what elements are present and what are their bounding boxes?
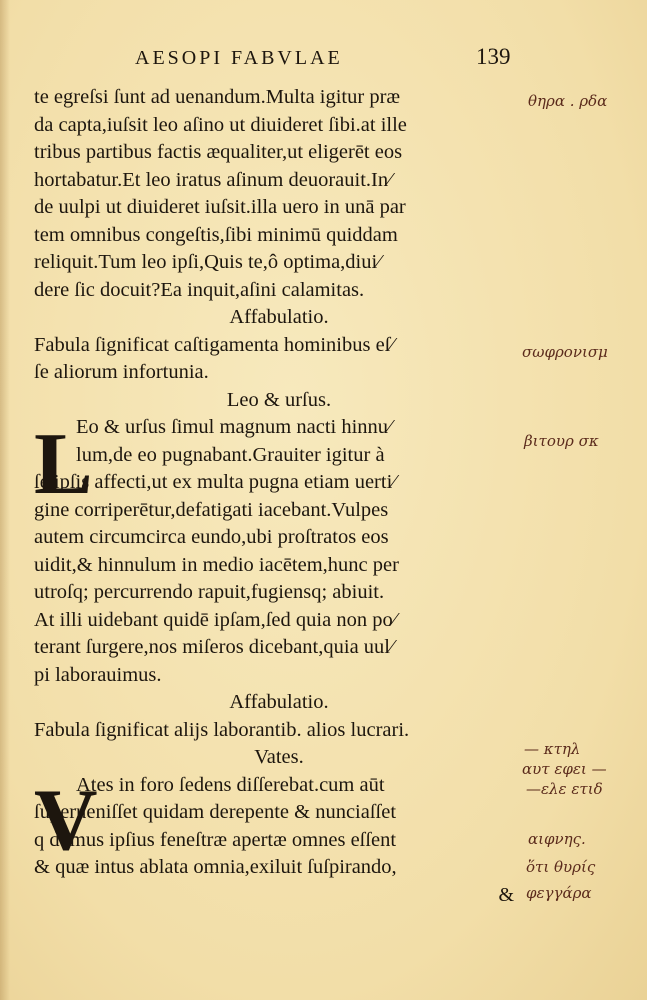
moral-line: Fabula ſignificat alijs laborantib. alios lucrari. bbox=[34, 718, 410, 741]
fable-title: Vates. bbox=[254, 746, 304, 768]
text-line: utroſq; percurrendo rapuit,fugiensq; abiuit. bbox=[34, 581, 385, 603]
text-line: q domus ipſius feneſtræ apertæ omnes eſſent bbox=[34, 828, 397, 851]
text-line: dere ſic docuit?Ea inquit,aſini calamitas. bbox=[34, 278, 365, 301]
text-line: gine corriperētur,defatigati iacebant.Vulpes bbox=[34, 498, 389, 521]
text-line: ſe ipſis affecti,ut ex multa pugna etiam uerti⁄ bbox=[34, 471, 396, 493]
margin-note: σωφρονισμ bbox=[522, 343, 608, 361]
binding-shadow bbox=[0, 0, 10, 1000]
text-line: te egreſsi ſunt ad uenandum.Multa igitur præ bbox=[34, 86, 401, 108]
margin-note: —ελε ετιδ bbox=[526, 780, 603, 798]
catchword: & bbox=[498, 883, 514, 906]
margin-note: αυτ εφει — bbox=[522, 760, 607, 778]
text-line: Eo & urſus ſimul magnum nacti hinnu⁄ bbox=[76, 416, 392, 438]
text-line: da capta,iuſsit leo aſino ut diuideret ſibi.at ille bbox=[34, 113, 407, 136]
marginalia bbox=[520, 0, 647, 1000]
running-title: AESOPI FABVLAE bbox=[135, 47, 343, 69]
moral-line: Fabula ſignificat caſtigamenta hominibus eſ⁄ bbox=[34, 333, 394, 356]
text-line: ſuperueniſſet quidam derepente & nunciaſſet bbox=[34, 801, 397, 823]
margin-note: φεγγάρα bbox=[526, 884, 592, 902]
text-line: autem circumcirca eundo,ubi proſtratos eos bbox=[34, 526, 389, 548]
drop-cap: V bbox=[34, 772, 98, 869]
text-line: tem omnibus congeſtis,ſibi minimū quiddam bbox=[34, 223, 398, 246]
text-line: de uulpi ut diuideret iuſsit.illa uero in unā par bbox=[34, 196, 406, 218]
margin-note: βιτουρ σκ bbox=[524, 432, 599, 450]
folio-number: 139 bbox=[476, 44, 511, 69]
text-line: reliquit.Tum leo ipſi,Quis te,ô optima,diui⁄ bbox=[34, 251, 381, 273]
text-line: terant ſurgere,nos miſeros dicebant,quia uul⁄ bbox=[34, 636, 394, 658]
text-line: pi laborauimus. bbox=[34, 663, 162, 686]
moral-line: ſe aliorum infortunia. bbox=[34, 361, 209, 383]
fable-title: Leo & urſus. bbox=[226, 388, 332, 411]
text-line: tribus partibus factis æqualiter,ut eligerēt eos bbox=[34, 141, 403, 163]
margin-note: αιφνης. bbox=[528, 830, 586, 848]
drop-cap: L bbox=[34, 416, 93, 513]
text-line: hortabatur.Et leo iratus aſinum deuorauit.In⁄ bbox=[34, 168, 392, 191]
text-line: At illi uidebant quidē ipſam,ſed quia non po⁄ bbox=[34, 608, 397, 631]
moral-heading: Affabulatio. bbox=[229, 306, 329, 328]
margin-note: θηρα . ρδα bbox=[528, 92, 608, 110]
text-line: & quæ intus ablata omnia,exiluit ſuſpirando, bbox=[34, 856, 397, 878]
text-line: lum,de eo pugnabant.Grauiter igitur à bbox=[76, 443, 385, 466]
margin-note: ὅτι θυρίς bbox=[526, 858, 596, 876]
text-block bbox=[34, 84, 524, 909]
text-line: uidit,& hinnulum in medio iacētem,hunc per bbox=[34, 553, 399, 576]
moral-heading: Affabulatio. bbox=[229, 691, 329, 713]
text-line: Ates in foro ſedens diſſerebat.cum aūt bbox=[76, 773, 385, 796]
margin-note: — κτηλ bbox=[524, 740, 581, 758]
